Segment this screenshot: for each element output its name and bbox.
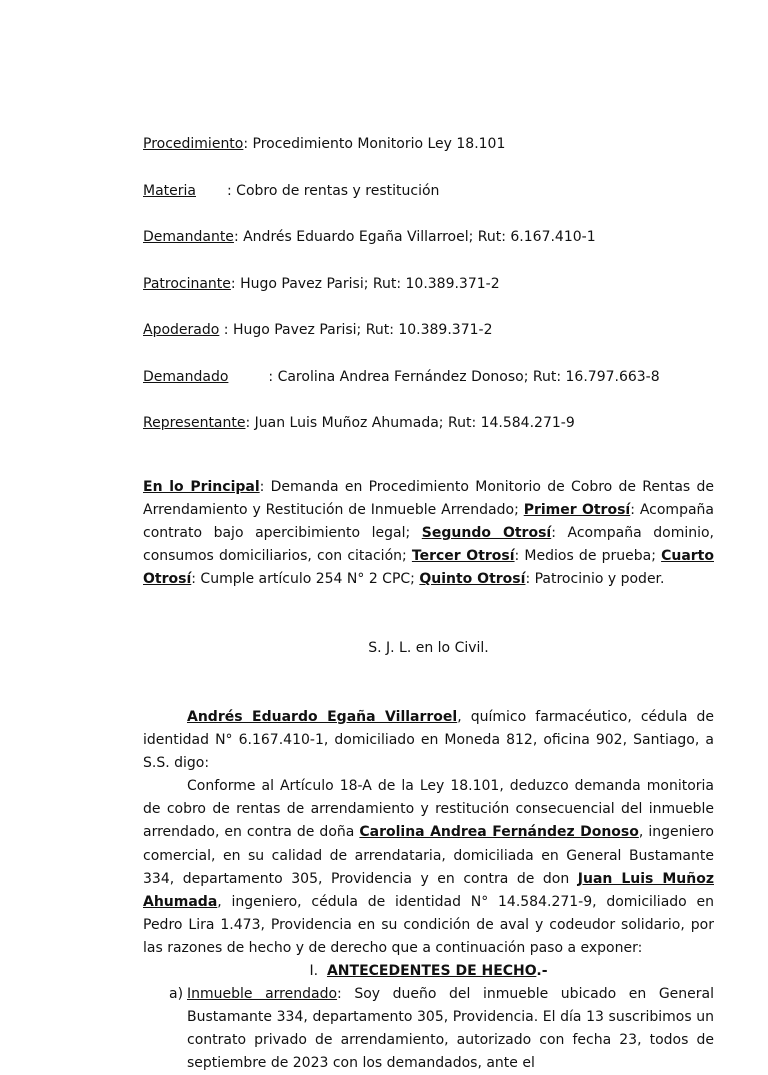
header-row-apoderado	[143, 323, 714, 339]
body-paragraph	[143, 775, 714, 960]
header-row-representante	[143, 416, 714, 432]
header-row-demandado	[143, 370, 714, 386]
court-addressee: S. J. L. en lo Civil.	[368, 639, 489, 656]
summary-text: : Demanda en Procedimiento Monitorio de Cobro de Rentas de Arrendamiento y Restitución de Inmueble Arrendado;	[143, 478, 714, 518]
body-text: , ingeniero comercial, en su calidad de arrendataria, domiciliada en General Bustamante 334, departamento 305, Providencia y en contra de don	[143, 824, 715, 887]
header-value: : Hugo Pavez Parisi; Rut: 10.389.371-2	[230, 275, 500, 292]
header-label: Representante	[143, 415, 246, 431]
header-value: : Carolina Andrea Fernández Donoso; Rut: 16.797.663-8	[268, 368, 660, 385]
header-value: : Juan Luis Muñoz Ahumada; Rut: 14.584.271-9	[245, 415, 575, 431]
body-text: , químico farmacéutico, cédula de identidad N° 6.167.410-1, domiciliado en Moneda 812, oficina 902, Santiago, a S.S. digo:	[143, 708, 714, 772]
document-page	[143, 106, 714, 1075]
summary-label-otrosi-2: Segundo Otrosí	[421, 524, 552, 541]
header-label: Materia	[143, 182, 196, 199]
summary-label-principal: En lo Principal	[143, 478, 260, 495]
summary-text: : Patrocinio y poder.	[525, 570, 665, 587]
summary-text: : Acompaña contrato bajo apercibimiento legal;	[143, 501, 714, 541]
summary-label-otrosi-1: Primer Otrosí	[523, 501, 631, 518]
summary-label-otrosi-4: Cuarto Otrosí	[143, 547, 714, 587]
header-value: : Procedimiento Monitorio Ley 18.101	[243, 136, 506, 152]
header-label: Apoderado	[143, 322, 220, 338]
petition-summary	[143, 476, 714, 591]
body-text: Conforme al Artículo 18-A de la Ley 18.101, deduzco demanda monitoria de cobro de rentas de arrendamiento y restitución consecuencial del inmueble arrendado, en contra de doña	[143, 778, 714, 841]
header-value: : Hugo Pavez Parisi; Rut: 10.389.371-2	[219, 322, 493, 338]
list-item-label: Inmueble arrendado	[187, 986, 338, 1003]
section-title: ANTECEDENTES DE HECHO	[326, 963, 537, 979]
summary-label-otrosi-3: Tercer Otrosí	[411, 547, 515, 564]
section-number: I.	[309, 963, 319, 979]
summary-label-otrosi-5: Quinto Otrosí	[419, 570, 526, 587]
summary-text: : Acompaña dominio, consumos domiciliarios, con citación;	[143, 524, 714, 564]
header-value: : Andrés Eduardo Egaña Villarroel; Rut: 6.167.410-1	[233, 229, 596, 245]
plaintiff-name: Andrés Eduardo Egaña Villarroel	[187, 708, 458, 725]
header-row-procedimiento	[143, 137, 714, 153]
list-item-marker: a)	[169, 986, 184, 1003]
header-label: Demandante	[143, 229, 234, 245]
body-paragraph	[143, 706, 714, 775]
header-label: Patrocinante	[143, 275, 231, 292]
list-item-text: : Soy dueño del inmueble ubicado en General Bustamante 334, departamento 305, Providencia. El día 13 suscribimos un contrato privado de arrendamiento, autorizado con fecha 23, todos de septiembre de 2023 con los demandados, ante el	[187, 986, 714, 1072]
list-item	[143, 983, 714, 1075]
guarantor-name: Juan Luis Muñoz Ahumada	[143, 870, 714, 910]
section-heading	[143, 960, 714, 983]
header-label: Demandado	[143, 368, 229, 385]
document-body	[143, 706, 714, 960]
summary-text: : Medios de prueba;	[514, 547, 662, 564]
summary-text: : Cumple artículo 254 N° 2 CPC;	[191, 570, 420, 587]
header-value: : Cobro de rentas y restitución	[227, 182, 440, 199]
header-row-patrocinante	[143, 277, 714, 293]
header-row-demandante	[143, 230, 714, 246]
defendant-name: Carolina Andrea Fernández Donoso	[359, 824, 639, 841]
header-label: Procedimiento	[143, 136, 244, 152]
header-row-materia	[143, 184, 714, 200]
body-text: , ingeniero, cédula de identidad N° 14.584.271-9, domiciliado en Pedro Lira 1.473, Providencia en su condición de aval y codeudor solidario, por las razones de hecho y de derecho que a continuación paso a exponer:	[143, 893, 714, 956]
section-suffix: .-	[536, 963, 548, 979]
case-header	[143, 106, 714, 463]
